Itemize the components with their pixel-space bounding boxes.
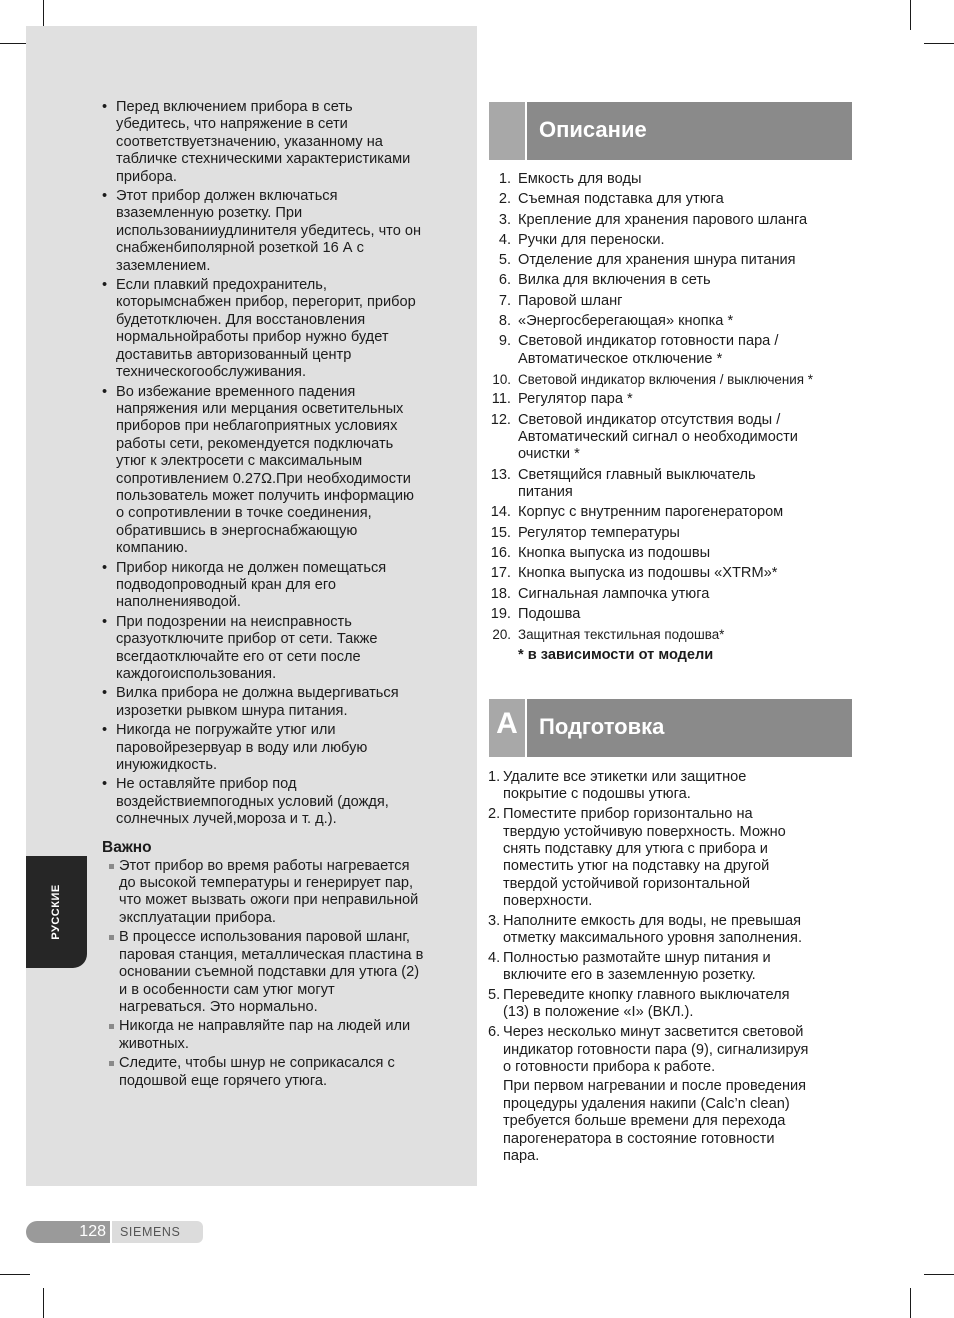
item-number: 18. [490,585,511,602]
item-number: 5. [498,252,511,269]
item-text: Съемная подставка для утюга [518,191,724,208]
parts-list-item [489,525,859,542]
parts-list-item [489,171,859,188]
parts-list-item [489,232,859,249]
item-text: Вилка для включения в сеть [518,272,711,289]
parts-list-item [489,412,859,464]
parts-list-item [489,504,859,521]
crop-mark [910,0,911,30]
item-number: 17. [490,565,511,582]
preparation-step [488,1024,858,1165]
parts-list-item [489,391,859,408]
preparation-title: Подготовка [539,714,665,739]
item-number: 9. [498,333,511,350]
safety-column [100,99,466,1092]
parts-list-item [489,212,859,229]
important-heading: Важно [102,838,152,856]
model-note-text: * в зависимости от модели [518,646,714,663]
description-header [489,102,852,160]
page-footer [26,1221,203,1243]
safety-list-item: • При подозрении на неисправность сразуотключите прибор от сети. Также всегдаотключайте его от сети после каждогоиспользования. [100,614,466,684]
item-number: 19. [490,605,511,622]
step-text: Поместите прибор горизонтально на твердую устойчивую поверхность. Можно снять подставку для утюга с прибора и поместить утюг на подставку на другой твердой устойчивой горизонтальной поверхности. [503,806,786,910]
crop-mark [924,1274,954,1275]
parts-list-item [489,313,859,330]
preparation-letter: A [496,707,518,740]
model-note [489,647,859,664]
preparation-header-box [489,699,525,757]
item-number: 16. [490,545,511,562]
step-text: Через несколько минут засветится световой индикатор готовности пара (9), сигнализируя о готовности прибора к работе. [503,1024,809,1075]
item-text: Световой индикатор отсутствия воды / Автоматический сигнал о необходимости очистки * [518,411,798,463]
preparation-steps [488,769,858,1168]
item-text: Защитная текстильная подошва* [518,627,725,643]
parts-list-item [489,565,859,582]
step-extra-text: При первом нагревании и после проведения процедуры удаления накипи (Calc’n clean) требуется больше времени для перехода парогенератора в состояние готовности пара. [503,1078,807,1165]
parts-list-item [489,371,859,388]
item-number: 12. [490,411,511,428]
step-number: 5. [488,987,501,1004]
step-text: Полностью размотайте шнур питания и включите его в заземленную розетку. [503,949,771,984]
description-title: Описание [539,117,647,142]
safety-list-item: • Этот прибор должен включаться взаземленную розетку. При использованииудлинителя убедитесь, что он снабженбиполярной розеткой 16 А с заземлением. [100,188,466,275]
parts-list-item [489,191,859,208]
item-text: Регулятор пара * [518,391,633,408]
preparation-header [489,699,852,757]
item-text: Кнопка выпуска из подошвы «XTRM»* [518,565,778,582]
safety-list-item: • Прибор никогда не должен помещаться подводопроводный кран для его наполненияводой. [100,560,466,612]
preparation-step [488,769,858,804]
important-list [100,858,466,1090]
preparation-header-bar [527,699,852,757]
preparation-step [488,913,858,948]
item-text: Паровой шланг [518,292,623,309]
parts-list-item [489,333,859,368]
crop-mark [924,43,954,44]
safety-list-item: • Во избежание временного падения напряжения или мерцания осветительных приборов при неблагоприятных условиях работы сети, рекомендуется подключать утюг к электросети с максимальным сопротивлением 0.27Ω.При необходимости пользователь может получить информацию о сопротивлении в точке соединения, обратившись в энергоснабжающую компанию. [100,384,466,558]
language-tab [26,856,87,968]
parts-list-item [489,272,859,289]
item-text: Световой индикатор готовности пара / Автоматическое отключение * [518,333,779,367]
item-text: Корпус с внутренним парогенератором [518,504,784,521]
description-header-bar [527,102,852,160]
item-number: 11. [491,391,511,408]
safety-list-item: • Если плавкий предохранитель, которымснабжен прибор, перегорит, прибор будетотключен. Для восстановления нормальнойработы прибор нужно будет доставитьв авторизованный центр техническогообслуживания. [100,277,466,381]
item-number: 15. [490,524,511,541]
parts-list-item [489,293,859,310]
item-text: Емкость для воды [518,171,642,187]
parts-list-item [489,586,859,603]
preparation-step [488,950,858,985]
description-header-box [489,102,525,160]
crop-mark [0,1274,30,1275]
item-text: Подошва [518,605,581,622]
item-text: Кнопка выпуска из подошвы [518,545,711,562]
step-number: 1. [488,769,501,785]
safety-list-item: • Вилка прибора не должна выдергиваться изрозетки рывком шнура питания. [100,685,466,720]
item-text: Крепление для хранения парового шланга [518,211,808,228]
step-number: 4. [488,949,501,966]
step-text: Удалите все этикетки или защитное покрытие с подошвы утюга. [503,769,747,803]
item-number: 1. [498,171,511,187]
item-number: 6. [498,272,511,289]
brand-box [112,1221,203,1243]
item-text: Отделение для хранения шнура питания [518,252,796,269]
item-number: 2. [498,191,511,208]
item-number: 8. [498,313,511,330]
item-number: 4. [498,231,511,248]
item-number: 10. [492,372,511,388]
item-number: 14. [490,504,511,521]
parts-list-item [489,252,859,269]
item-number: 7. [498,292,511,309]
important-list-item: Никогда не направляйте пар на людей или животных. [100,1018,466,1053]
item-text: «Энергосберегающая» кнопка * [518,313,734,330]
item-text: Светящийся главный выключатель питания [518,466,756,501]
brand-name: SIEMENS [120,1225,181,1239]
preparation-step [488,987,858,1022]
parts-list-item [489,606,859,623]
step-number: 6. [488,1024,501,1041]
important-list-item: В процессе использования паровой шланг, паровая станция, металлическая пластина в основании съемной подставки для утюга (2) и в особенности сам утюг могут нагреваться. Это нормально. [100,929,466,1016]
safety-list-item: • Перед включением прибора в сеть убедитесь, что напряжение в сети соответствуетзначению, указанному на табличке стехническими характеристиками прибора. [100,99,466,186]
item-number: 13. [490,466,511,483]
item-text: Световой индикатор включения / выключения * [518,372,813,388]
parts-list [489,171,859,667]
parts-list-item [489,467,859,502]
item-text: Ручки для переноски. [518,231,665,248]
safety-list [100,99,466,829]
item-number: 20. [492,627,511,643]
preparation-step [488,806,858,910]
step-number: 3. [488,912,501,929]
important-list-item: Следите, чтобы шнур не соприкасался с подошвой еще горячего утюга. [100,1055,466,1090]
step-number: 2. [488,806,501,823]
safety-list-item: • Никогда не погружайте утюг или паровойрезервуар в воду или любую инуюжидкость. [100,722,466,774]
step-text: Переведите кнопку главного выключателя (13) в положение «I» (ВКЛ.). [503,987,790,1021]
item-text: Сигнальная лампочка утюга [518,585,710,602]
important-list-item: Этот прибор во время работы нагревается до высокой температуры и генерирует пар, что может вызвать ожоги при неправильной эксплуатации прибора. [100,858,466,928]
parts-list-item [489,626,859,643]
item-number: 3. [498,211,511,228]
page-number-box [26,1221,110,1243]
safety-list-item: • Не оставляйте прибор под воздействиемпогодных условий (дождя, солнечных лучей,мороза и т. д.). [100,776,466,828]
item-text: Регулятор температуры [518,524,680,541]
step-text: Наполните емкость для воды, не превышая отметку максимального уровня заполнения. [503,912,802,947]
language-tab-label: РУССКИЕ [50,884,62,940]
crop-mark [910,1288,911,1318]
parts-list-item [489,545,859,562]
page-number: 128 [79,1223,106,1240]
crop-mark [43,1288,44,1318]
